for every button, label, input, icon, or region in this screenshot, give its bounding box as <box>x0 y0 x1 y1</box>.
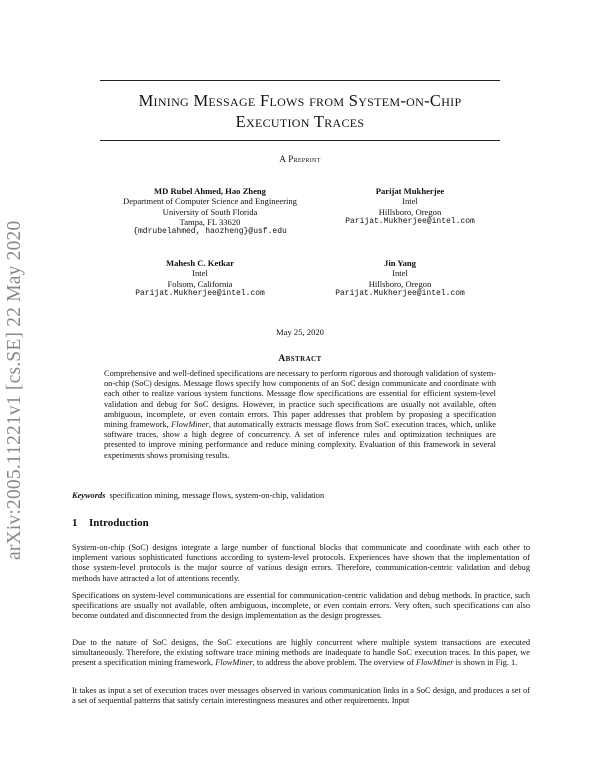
paragraph-text-part: , to address the above problem. The overview of <box>252 658 416 668</box>
author-affiliation: Intel <box>192 268 208 279</box>
keywords-line <box>72 491 532 500</box>
paragraph-1: System-on-chip (SoC) designs integrate a large number of functional blocks that communicate and coordinate with each other to implement various sophisticated functions according to system-level protocols. Experiences have shown that the implementation of those system-level protocols is the major source of various design errors. Therefore, communication-centric validation and debug methods have attracted a lot of attentions recently. <box>72 543 530 583</box>
paragraph-text-part: Due to the nature of SoC designs, the SoC executions are highly concurrent where multiple system transactions are executed simultaneously. Therefore, the existing software trace mining methods are inadequate to handle SoC execution traces. In this paper, we present a specification mining framework, <box>72 638 530 668</box>
paragraph-4: It takes as input a set of execution traces over messages observed in various communication links in a SoC design, and produces a set of a set of sequential patterns that satisfy certain interestingness measures and other requirements. Input <box>72 686 530 706</box>
author-name: MD Rubel Ahmed, Hao Zheng <box>154 186 266 196</box>
paper-title <box>60 90 540 132</box>
title-line-2: Execution Traces <box>235 112 365 131</box>
author-block-4 <box>320 258 480 299</box>
author-affiliation: Intel <box>402 196 418 207</box>
author-affiliation: Hillsboro, Oregon <box>368 278 432 289</box>
section-title: Introduction <box>89 517 149 529</box>
paragraph-text-part: is shown in Fig. 1. <box>453 658 518 668</box>
author-email[interactable]: {mdrubelahmed, haozheng}@usf.edu <box>133 227 287 237</box>
abstract-emphasis: FlowMiner <box>171 420 209 430</box>
author-email[interactable]: Parijat.Mukherjee@intel.com <box>335 288 465 298</box>
author-affiliation: Tampa, FL 33620 <box>179 216 241 227</box>
section-heading <box>72 517 149 529</box>
abstract-text <box>104 369 496 461</box>
paper-date: May 25, 2020 <box>276 327 324 337</box>
keywords-text: specification mining, message flows, system-on-chip, validation <box>109 491 325 500</box>
author-block-3 <box>120 258 280 299</box>
arxiv-identifier: arXiv:2005.11221v1 [cs.SE] 22 May 2020 <box>4 220 25 560</box>
author-affiliation: University of South Florida <box>162 206 258 217</box>
abstract-heading: Abstract <box>278 354 322 364</box>
title-bottom-rule <box>100 140 500 141</box>
author-name: Parijat Mukherjee <box>375 186 445 196</box>
title-line-1: Mining Message Flows from System-on-Chip <box>138 91 462 110</box>
author-affiliation: Hillsboro, Oregon <box>378 206 442 217</box>
paragraph-2: Specifications on system-level communications are essential for communication-centric validation and debug methods. In practice, such specifications are usually not available, often ambiguous, incomplete, or even contain errors. Very often, such specifications can also become outdated and disconnected from the design implementation as the design progresses. <box>72 591 530 621</box>
section-number: 1 <box>72 517 78 529</box>
author-affiliation: Intel <box>392 268 408 279</box>
author-affiliation: Department of Computer Science and Engineering <box>123 196 297 207</box>
abstract-text-part: , that automatically extracts message flows from SoC execution traces, which, unlike software traces, show a high degree of concurrency. A set of inference rules and optimization techniques are presented to improve mining performance and reduce mining complexity. Evaluation of this framework in several experiments shows promising results. <box>104 420 496 460</box>
author-email[interactable]: Parijat.Mukherjee@intel.com <box>135 288 265 298</box>
abstract-text-part: Comprehensive and well-defined specifications are necessary to perform rigorous and thorough validation of system-on-chip (SoC) designs. Message flows specify how components of an SoC design communicate and coordinate with each other to realize various system functions. Message flow specifications are essential for efficient system-level validation and debug for SoC designs. However, in practice such specifications are usually not available, often ambiguous, incomplete, or even contain errors. This paper addresses that problem by proposing a specification mining framework, <box>104 369 496 430</box>
author-email[interactable]: Parijat.Mukherjee@intel.com <box>345 216 475 226</box>
title-top-rule <box>100 80 500 81</box>
preprint-label: A Preprint <box>279 154 321 164</box>
author-affiliation: Folsom, California <box>167 278 233 289</box>
author-block-2 <box>330 186 490 227</box>
author-name: Mahesh C. Ketkar <box>165 258 235 268</box>
keywords-label: Keywords <box>72 491 106 500</box>
author-name: Jin Yang <box>384 258 416 268</box>
paragraph-emphasis: FlowMiner <box>215 658 253 668</box>
author-block-1 <box>90 186 330 237</box>
paragraph-3 <box>72 638 530 669</box>
paragraph-emphasis: FlowMiner <box>415 658 454 668</box>
